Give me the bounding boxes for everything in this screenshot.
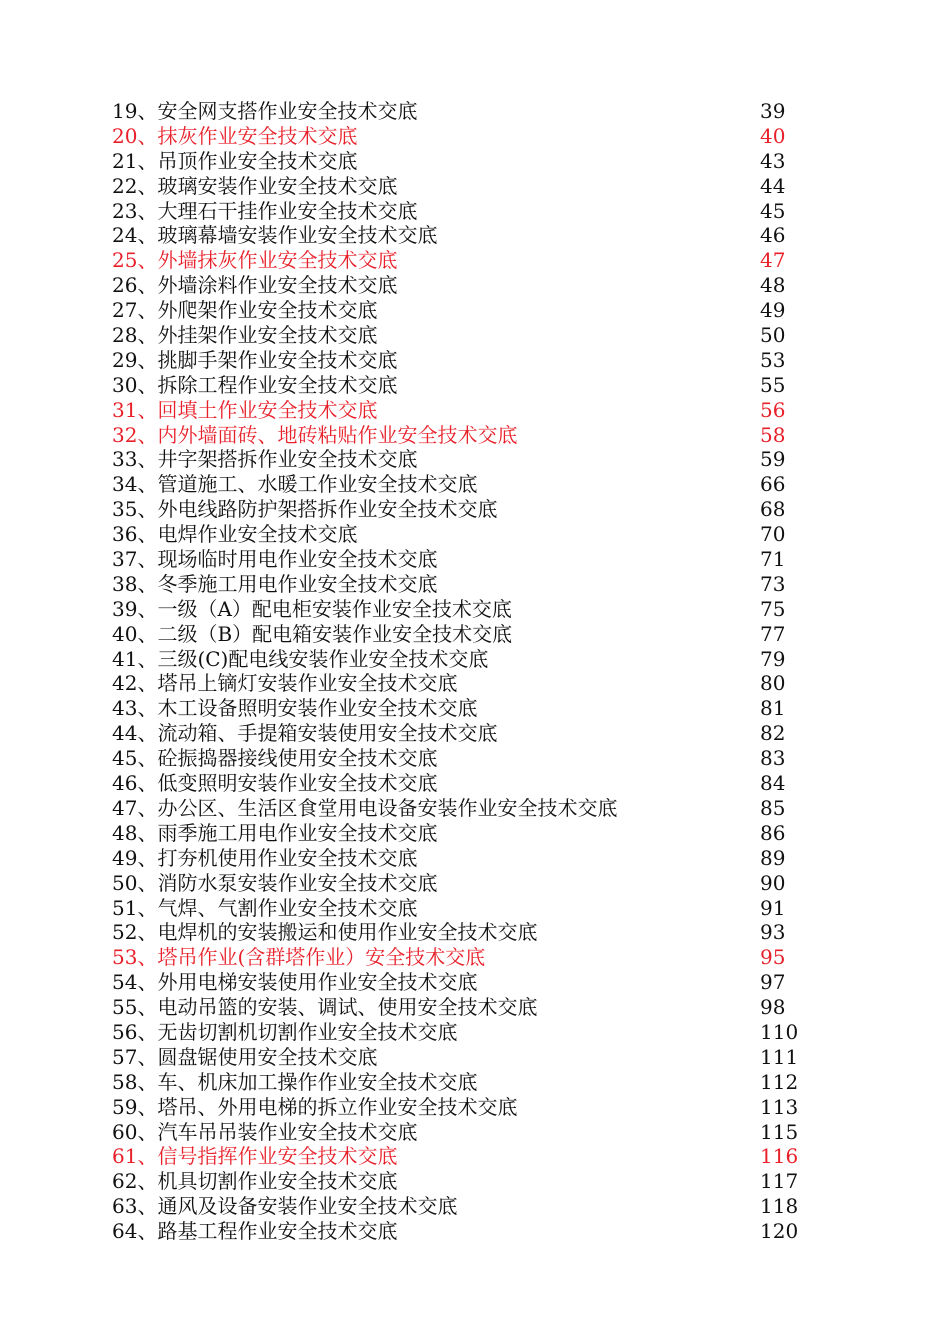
toc-entry-title: 45、砼振捣器接线使用安全技术交底	[112, 746, 438, 771]
toc-entry[interactable]	[112, 821, 812, 846]
toc-entry-title: 59、塔吊、外用电梯的拆立作业安全技术交底	[112, 1094, 518, 1119]
toc-entry-title: 33、井字架搭拆作业安全技术交底	[112, 447, 418, 472]
toc-entry[interactable]	[112, 746, 812, 771]
toc-entry-page-number: 98	[760, 995, 786, 1020]
toc-entry[interactable]	[112, 298, 812, 323]
toc-entry-page-number: 71	[760, 547, 786, 572]
toc-entry[interactable]	[112, 547, 812, 572]
toc-entry-page-number: 112	[760, 1069, 799, 1094]
toc-entry-page-number: 89	[760, 845, 786, 870]
toc-entry-page-number: 68	[760, 497, 786, 522]
toc-entry-title: 53、塔吊作业(含群塔作业）安全技术交底	[112, 945, 486, 970]
toc-entry-page-number: 73	[760, 571, 786, 596]
toc-entry[interactable]	[112, 1070, 812, 1095]
toc-entry-title: 47、办公区、生活区食堂用电设备安装作业安全技术交底	[112, 795, 618, 820]
toc-entry-page-number: 58	[760, 422, 786, 447]
toc-entry-title: 52、电焊机的安装搬运和使用作业安全技术交底	[112, 920, 538, 945]
toc-entry-page-number: 48	[760, 273, 786, 298]
toc-entry-page-number: 118	[760, 1194, 799, 1219]
toc-entry-page-number: 39	[760, 99, 786, 123]
toc-entry-page-number: 113	[760, 1094, 799, 1119]
toc-entry-page-number: 66	[760, 472, 786, 497]
toc-entry-title: 22、玻璃安装作业安全技术交底	[112, 173, 398, 198]
toc-entry-page-number: 43	[760, 148, 786, 173]
toc-entry-title: 42、塔吊上镝灯安装作业安全技术交底	[112, 671, 458, 696]
toc-entry[interactable]	[112, 99, 812, 124]
toc-entry-title: 29、挑脚手架作业安全技术交底	[112, 347, 398, 372]
toc-entry[interactable]	[112, 721, 812, 746]
toc-entry[interactable]	[112, 671, 812, 696]
toc-entry-title: 58、车、机床加工操作作业安全技术交底	[112, 1069, 478, 1094]
toc-entry-title: 62、机具切割作业安全技术交底	[112, 1169, 398, 1194]
toc-entry-page-number: 90	[760, 870, 786, 895]
toc-entry-page-number: 86	[760, 820, 786, 845]
toc-entry[interactable]	[112, 771, 812, 796]
toc-entry-title: 37、现场临时用电作业安全技术交底	[112, 547, 438, 572]
toc-entry-page-number: 85	[760, 795, 786, 820]
toc-entry-title: 35、外电线路防护架搭拆作业安全技术交底	[112, 497, 498, 522]
toc-entry-title: 24、玻璃幕墙安装作业安全技术交底	[112, 223, 438, 248]
toc-entry-title: 36、电焊作业安全技术交底	[112, 522, 358, 547]
toc-entry-title: 19、安全网支搭作业安全技术交底	[112, 99, 418, 123]
toc-entry-title: 48、雨季施工用电作业安全技术交底	[112, 820, 438, 845]
toc-entry-title: 32、内外墙面砖、地砖粘贴作业安全技术交底	[112, 422, 518, 447]
toc-entry[interactable]	[112, 522, 812, 547]
toc-entry-page-number: 70	[760, 522, 786, 547]
toc-entry[interactable]	[112, 995, 812, 1020]
toc-entry[interactable]	[112, 273, 812, 298]
toc-entry[interactable]	[112, 622, 812, 647]
toc-entry[interactable]	[112, 199, 812, 224]
toc-entry-title: 38、冬季施工用电作业安全技术交底	[112, 571, 438, 596]
toc-entry-page-number: 56	[760, 397, 786, 422]
toc-entry[interactable]	[112, 124, 812, 149]
toc-entry[interactable]	[112, 1219, 812, 1244]
toc-entry-title: 31、回填土作业安全技术交底	[112, 397, 378, 422]
toc-entry-title: 64、路基工程作业安全技术交底	[112, 1219, 398, 1244]
toc-entry-title: 34、管道施工、水暖工作业安全技术交底	[112, 472, 478, 497]
toc-entry[interactable]	[112, 896, 812, 921]
toc-entry-title: 50、消防水泵安装作业安全技术交底	[112, 870, 438, 895]
toc-entry-title: 21、吊顶作业安全技术交底	[112, 148, 358, 173]
toc-entry-page-number: 93	[760, 920, 786, 945]
toc-entry-title: 39、一级（A）配电柜安装作业安全技术交底	[112, 596, 512, 621]
toc-entry-title: 43、木工设备照明安装作业安全技术交底	[112, 696, 478, 721]
toc-entry-page-number: 46	[760, 223, 786, 248]
toc-entry-page-number: 111	[760, 1044, 799, 1069]
toc-entry[interactable]	[112, 796, 812, 821]
table-of-contents	[112, 99, 812, 1244]
toc-entry-title: 60、汽车吊吊装作业安全技术交底	[112, 1119, 418, 1144]
toc-entry[interactable]	[112, 323, 812, 348]
toc-entry-title: 56、无齿切割机切割作业安全技术交底	[112, 1019, 458, 1044]
toc-entry-title: 30、拆除工程作业安全技术交底	[112, 372, 398, 397]
toc-entry-title: 55、电动吊篮的安装、调试、使用安全技术交底	[112, 995, 538, 1020]
toc-entry-page-number: 116	[760, 1144, 799, 1169]
toc-entry-title: 54、外用电梯安装使用作业安全技术交底	[112, 970, 478, 995]
toc-entry[interactable]	[112, 348, 812, 373]
toc-entry[interactable]	[112, 223, 812, 248]
toc-entry-page-number: 84	[760, 771, 786, 796]
toc-entry[interactable]	[112, 373, 812, 398]
toc-entry-page-number: 59	[760, 447, 786, 472]
toc-entry[interactable]	[112, 1045, 812, 1070]
toc-entry-title: 49、打夯机使用作业安全技术交底	[112, 845, 418, 870]
toc-entry-title: 28、外挂架作业安全技术交底	[112, 323, 378, 348]
toc-entry[interactable]	[112, 1020, 812, 1045]
toc-entry[interactable]	[112, 149, 812, 174]
toc-entry[interactable]	[112, 1169, 812, 1194]
toc-entry[interactable]	[112, 920, 812, 945]
toc-entry[interactable]	[112, 1144, 812, 1169]
toc-entry[interactable]	[112, 597, 812, 622]
toc-entry[interactable]	[112, 174, 812, 199]
toc-entry-page-number: 55	[760, 372, 786, 397]
toc-entry-page-number: 82	[760, 721, 786, 746]
toc-entry-title: 23、大理石干挂作业安全技术交底	[112, 198, 418, 223]
toc-entry-title: 41、三级(C)配电线安装作业安全技术交底	[112, 646, 489, 671]
toc-entry-title: 26、外墙涂料作业安全技术交底	[112, 273, 398, 298]
toc-entry[interactable]	[112, 423, 812, 448]
toc-entry-title: 63、通风及设备安装作业安全技术交底	[112, 1194, 458, 1219]
toc-entry-title: 46、低变照明安装作业安全技术交底	[112, 771, 438, 796]
toc-entry-title: 51、气焊、气割作业安全技术交底	[112, 895, 418, 920]
toc-entry-title: 44、流动箱、手提箱安装使用安全技术交底	[112, 721, 498, 746]
toc-entry-page-number: 53	[760, 347, 786, 372]
toc-entry[interactable]	[112, 846, 812, 871]
toc-entry[interactable]	[112, 1120, 812, 1145]
toc-entry[interactable]	[112, 696, 812, 721]
toc-entry-page-number: 117	[760, 1169, 799, 1194]
toc-entry-page-number: 95	[760, 945, 786, 970]
toc-entry-title: 61、信号指挥作业安全技术交底	[112, 1144, 398, 1169]
toc-entry[interactable]	[112, 871, 812, 896]
toc-entry-page-number: 49	[760, 298, 786, 323]
toc-entry[interactable]	[112, 398, 812, 423]
toc-entry-page-number: 91	[760, 895, 786, 920]
toc-entry-page-number: 47	[760, 248, 786, 273]
toc-entry[interactable]	[112, 248, 812, 273]
toc-entry-page-number: 75	[760, 596, 786, 621]
toc-entry[interactable]	[112, 1194, 812, 1219]
toc-entry-title: 20、抹灰作业安全技术交底	[112, 123, 358, 148]
toc-entry-page-number: 77	[760, 621, 786, 646]
toc-entry[interactable]	[112, 472, 812, 497]
toc-entry-title: 25、外墙抹灰作业安全技术交底	[112, 248, 398, 273]
toc-entry-page-number: 79	[760, 646, 786, 671]
toc-entry-page-number: 97	[760, 970, 786, 995]
toc-entry-page-number: 81	[760, 696, 786, 721]
toc-entry[interactable]	[112, 497, 812, 522]
toc-entry-page-number: 40	[760, 123, 786, 148]
toc-entry-page-number: 80	[760, 671, 786, 696]
toc-entry-page-number: 83	[760, 746, 786, 771]
toc-entry[interactable]	[112, 945, 812, 970]
toc-entry-page-number: 115	[760, 1119, 799, 1144]
toc-entry-title: 40、二级（B）配电箱安装作业安全技术交底	[112, 621, 513, 646]
toc-entry-page-number: 50	[760, 323, 786, 348]
toc-entry-page-number: 45	[760, 198, 786, 223]
toc-entry[interactable]	[112, 572, 812, 597]
toc-entry-title: 27、外爬架作业安全技术交底	[112, 298, 378, 323]
toc-entry[interactable]	[112, 970, 812, 995]
toc-entry-page-number: 120	[760, 1219, 799, 1244]
toc-entry-page-number: 44	[760, 173, 786, 198]
toc-entry[interactable]	[112, 647, 812, 672]
toc-entry-title: 57、圆盘锯使用安全技术交底	[112, 1044, 378, 1069]
toc-entry-page-number: 110	[760, 1019, 799, 1044]
toc-entry[interactable]	[112, 1095, 812, 1120]
toc-entry[interactable]	[112, 447, 812, 472]
